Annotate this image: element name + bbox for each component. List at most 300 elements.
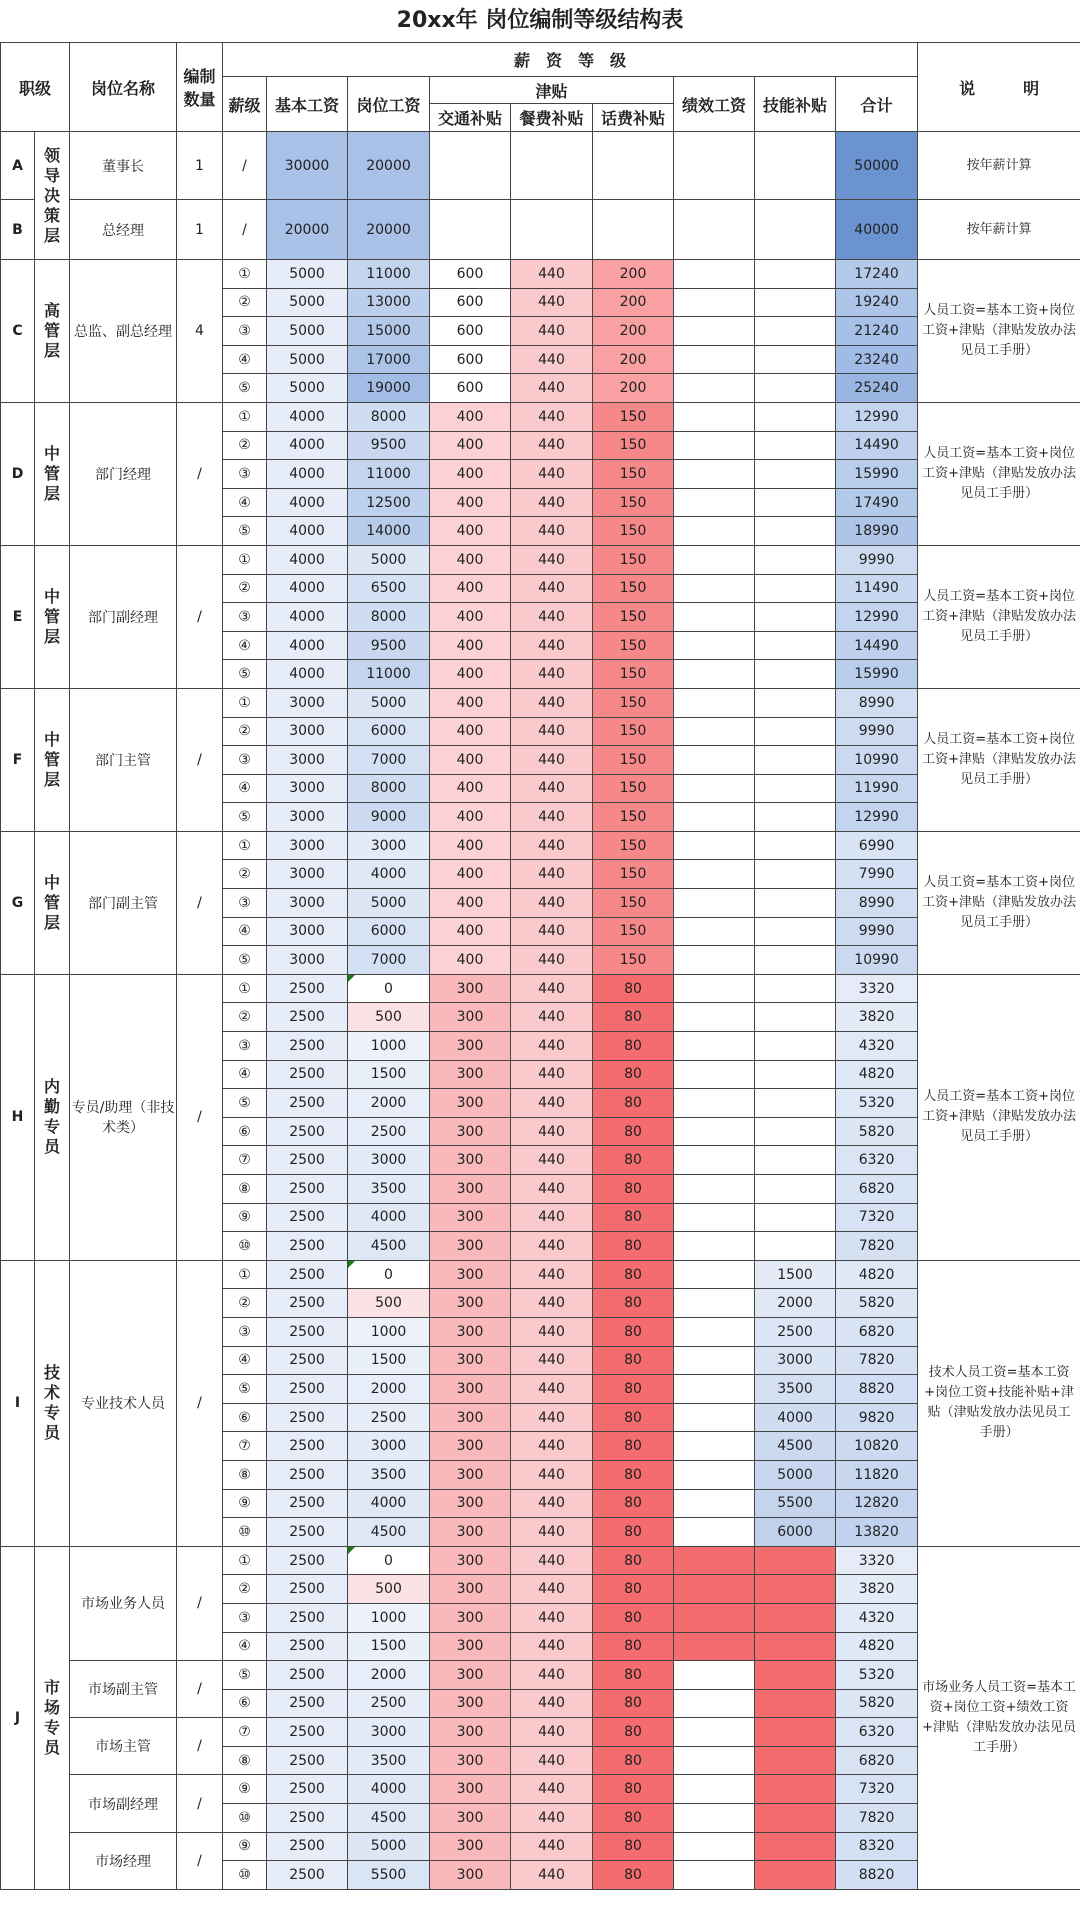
skill-allowance bbox=[755, 132, 836, 200]
meal-allowance: 440 bbox=[511, 317, 593, 346]
phone-allowance: 80 bbox=[593, 1260, 674, 1289]
performance-salary bbox=[674, 1575, 755, 1604]
total-salary: 4320 bbox=[836, 1032, 918, 1061]
salary-level: ② bbox=[223, 860, 267, 889]
phone-allowance: 80 bbox=[593, 1289, 674, 1318]
meal-allowance: 440 bbox=[511, 1832, 593, 1861]
transport-allowance: 300 bbox=[430, 1232, 511, 1261]
total-salary: 25240 bbox=[836, 374, 918, 403]
transport-allowance: 300 bbox=[430, 1375, 511, 1404]
meal-allowance: 440 bbox=[511, 1718, 593, 1747]
performance-salary bbox=[674, 631, 755, 660]
salary-level: ③ bbox=[223, 317, 267, 346]
post-salary: 9500 bbox=[348, 631, 430, 660]
skill-allowance bbox=[755, 1832, 836, 1861]
grade-code: C bbox=[1, 260, 35, 403]
transport-allowance: 300 bbox=[430, 1175, 511, 1204]
header-headcount: 编制数量 bbox=[177, 43, 223, 132]
phone-allowance: 80 bbox=[593, 1718, 674, 1747]
meal-allowance: 440 bbox=[511, 1346, 593, 1375]
base-salary: 2500 bbox=[267, 1060, 348, 1089]
phone-allowance: 80 bbox=[593, 1746, 674, 1775]
total-salary: 18990 bbox=[836, 517, 918, 546]
skill-allowance: 5500 bbox=[755, 1489, 836, 1518]
total-salary: 11820 bbox=[836, 1460, 918, 1489]
grade-note: 人员工资=基本工资+岗位工资+津贴（津贴发放办法见员工手册） bbox=[918, 688, 1080, 831]
skill-allowance bbox=[755, 1718, 836, 1747]
salary-level: ⑤ bbox=[223, 517, 267, 546]
base-salary: 4000 bbox=[267, 517, 348, 546]
post-salary: 20000 bbox=[348, 200, 430, 260]
skill-allowance bbox=[755, 631, 836, 660]
post-salary: 12500 bbox=[348, 488, 430, 517]
salary-level: ⑤ bbox=[223, 374, 267, 403]
transport-allowance: 400 bbox=[430, 431, 511, 460]
skill-allowance bbox=[755, 1032, 836, 1061]
transport-allowance: 300 bbox=[430, 1546, 511, 1575]
transport-allowance: 400 bbox=[430, 460, 511, 489]
base-salary: 2500 bbox=[267, 1403, 348, 1432]
performance-salary bbox=[674, 488, 755, 517]
position-name: 部门副主管 bbox=[70, 831, 177, 974]
post-salary: 1000 bbox=[348, 1032, 430, 1061]
grade-layer: 中 管 层 bbox=[35, 831, 70, 974]
phone-allowance: 80 bbox=[593, 1175, 674, 1204]
performance-salary bbox=[674, 545, 755, 574]
total-salary: 17490 bbox=[836, 488, 918, 517]
skill-allowance bbox=[755, 1746, 836, 1775]
phone-allowance: 80 bbox=[593, 1317, 674, 1346]
post-salary: 3000 bbox=[348, 1718, 430, 1747]
table-row bbox=[1, 831, 1080, 860]
skill-allowance bbox=[755, 1804, 836, 1833]
meal-allowance: 440 bbox=[511, 574, 593, 603]
meal-allowance: 440 bbox=[511, 1146, 593, 1175]
total-salary: 8320 bbox=[836, 1832, 918, 1861]
meal-allowance: 440 bbox=[511, 431, 593, 460]
salary-level: ③ bbox=[223, 1603, 267, 1632]
performance-salary bbox=[674, 317, 755, 346]
meal-allowance: 440 bbox=[511, 260, 593, 289]
meal-allowance: 440 bbox=[511, 1317, 593, 1346]
performance-salary bbox=[674, 1232, 755, 1261]
total-salary: 8820 bbox=[836, 1375, 918, 1404]
performance-salary bbox=[674, 1518, 755, 1547]
total-salary: 12820 bbox=[836, 1489, 918, 1518]
skill-allowance: 4500 bbox=[755, 1432, 836, 1461]
transport-allowance: 300 bbox=[430, 1575, 511, 1604]
salary-level: ⑧ bbox=[223, 1175, 267, 1204]
performance-salary bbox=[674, 1632, 755, 1661]
post-salary: 5000 bbox=[348, 545, 430, 574]
salary-level: ⑩ bbox=[223, 1518, 267, 1547]
phone-allowance: 150 bbox=[593, 460, 674, 489]
post-salary: 9000 bbox=[348, 803, 430, 832]
transport-allowance: 300 bbox=[430, 1089, 511, 1118]
performance-salary bbox=[674, 517, 755, 546]
salary-level: ② bbox=[223, 1575, 267, 1604]
phone-allowance: 150 bbox=[593, 803, 674, 832]
skill-allowance: 2000 bbox=[755, 1289, 836, 1318]
base-salary: 2500 bbox=[267, 1804, 348, 1833]
skill-allowance bbox=[755, 774, 836, 803]
transport-allowance: 300 bbox=[430, 1260, 511, 1289]
phone-allowance: 150 bbox=[593, 574, 674, 603]
base-salary: 2500 bbox=[267, 1203, 348, 1232]
transport-allowance: 300 bbox=[430, 1460, 511, 1489]
phone-allowance: 150 bbox=[593, 603, 674, 632]
performance-salary bbox=[674, 1804, 755, 1833]
transport-allowance: 600 bbox=[430, 317, 511, 346]
meal-allowance: 440 bbox=[511, 603, 593, 632]
performance-salary bbox=[674, 917, 755, 946]
grade-note: 市场业务人员工资=基本工资+岗位工资+绩效工资+津贴（津贴发放办法见员工手册） bbox=[918, 1546, 1080, 1889]
base-salary: 2500 bbox=[267, 1260, 348, 1289]
salary-level: ② bbox=[223, 1003, 267, 1032]
salary-level: ⑦ bbox=[223, 1718, 267, 1747]
performance-salary bbox=[674, 431, 755, 460]
headcount: / bbox=[177, 1546, 223, 1660]
headcount: / bbox=[177, 402, 223, 545]
total-salary: 10990 bbox=[836, 946, 918, 975]
position-name: 部门副经理 bbox=[70, 545, 177, 688]
post-salary: 17000 bbox=[348, 345, 430, 374]
salary-level: ⑩ bbox=[223, 1232, 267, 1261]
skill-allowance bbox=[755, 603, 836, 632]
salary-level: ⑥ bbox=[223, 1117, 267, 1146]
phone-allowance: 80 bbox=[593, 1518, 674, 1547]
phone-allowance: 80 bbox=[593, 1546, 674, 1575]
header-performance: 绩效工资 bbox=[674, 77, 755, 132]
transport-allowance bbox=[430, 132, 511, 200]
transport-allowance: 300 bbox=[430, 1032, 511, 1061]
base-salary: 2500 bbox=[267, 1375, 348, 1404]
base-salary: 5000 bbox=[267, 345, 348, 374]
base-salary: 3000 bbox=[267, 831, 348, 860]
meal-allowance: 440 bbox=[511, 774, 593, 803]
total-salary: 11990 bbox=[836, 774, 918, 803]
base-salary: 2500 bbox=[267, 1175, 348, 1204]
phone-allowance: 80 bbox=[593, 1003, 674, 1032]
performance-salary bbox=[674, 1832, 755, 1861]
base-salary: 3000 bbox=[267, 860, 348, 889]
phone-allowance: 80 bbox=[593, 1832, 674, 1861]
post-salary: 4000 bbox=[348, 1489, 430, 1518]
total-salary: 15990 bbox=[836, 460, 918, 489]
skill-allowance: 3000 bbox=[755, 1346, 836, 1375]
meal-allowance: 440 bbox=[511, 545, 593, 574]
skill-allowance bbox=[755, 488, 836, 517]
post-salary: 11000 bbox=[348, 260, 430, 289]
transport-allowance: 600 bbox=[430, 345, 511, 374]
header-transport: 交通补贴 bbox=[430, 104, 511, 132]
post-salary: 15000 bbox=[348, 317, 430, 346]
headcount: / bbox=[177, 1661, 223, 1718]
grade-layer: 技 术 专 员 bbox=[35, 1260, 70, 1546]
skill-allowance bbox=[755, 860, 836, 889]
base-salary: 4000 bbox=[267, 660, 348, 689]
post-salary: 4500 bbox=[348, 1518, 430, 1547]
performance-salary bbox=[674, 1260, 755, 1289]
performance-salary bbox=[674, 1146, 755, 1175]
phone-allowance: 80 bbox=[593, 1346, 674, 1375]
transport-allowance: 400 bbox=[430, 946, 511, 975]
meal-allowance: 440 bbox=[511, 1575, 593, 1604]
transport-allowance: 400 bbox=[430, 545, 511, 574]
transport-allowance: 300 bbox=[430, 1432, 511, 1461]
total-salary: 14490 bbox=[836, 631, 918, 660]
post-salary: 1500 bbox=[348, 1060, 430, 1089]
post-salary: 9500 bbox=[348, 431, 430, 460]
transport-allowance: 400 bbox=[430, 803, 511, 832]
post-salary: 3500 bbox=[348, 1175, 430, 1204]
phone-allowance: 80 bbox=[593, 1804, 674, 1833]
skill-allowance: 6000 bbox=[755, 1518, 836, 1547]
meal-allowance: 440 bbox=[511, 1546, 593, 1575]
transport-allowance: 400 bbox=[430, 517, 511, 546]
post-salary: 11000 bbox=[348, 660, 430, 689]
base-salary: 2500 bbox=[267, 1289, 348, 1318]
skill-allowance bbox=[755, 889, 836, 918]
skill-allowance bbox=[755, 660, 836, 689]
position-name: 部门经理 bbox=[70, 402, 177, 545]
base-salary: 2500 bbox=[267, 1518, 348, 1547]
salary-level: ⑥ bbox=[223, 1689, 267, 1718]
position-name: 市场经理 bbox=[70, 1832, 177, 1889]
transport-allowance: 400 bbox=[430, 889, 511, 918]
transport-allowance: 400 bbox=[430, 631, 511, 660]
meal-allowance: 440 bbox=[511, 1403, 593, 1432]
performance-salary bbox=[674, 1289, 755, 1318]
phone-allowance: 150 bbox=[593, 631, 674, 660]
base-salary: 2500 bbox=[267, 1089, 348, 1118]
phone-allowance: 80 bbox=[593, 1146, 674, 1175]
table-row bbox=[1, 688, 1080, 717]
total-salary: 5320 bbox=[836, 1089, 918, 1118]
post-salary: 4000 bbox=[348, 1203, 430, 1232]
salary-level: ② bbox=[223, 288, 267, 317]
performance-salary bbox=[674, 260, 755, 289]
total-salary: 6320 bbox=[836, 1146, 918, 1175]
base-salary: 3000 bbox=[267, 746, 348, 775]
position-name: 专员/助理（非技术类） bbox=[70, 974, 177, 1260]
meal-allowance: 440 bbox=[511, 1746, 593, 1775]
meal-allowance: 440 bbox=[511, 1089, 593, 1118]
meal-allowance: 440 bbox=[511, 1632, 593, 1661]
salary-level: ⑦ bbox=[223, 1146, 267, 1175]
phone-allowance: 150 bbox=[593, 488, 674, 517]
performance-salary bbox=[674, 1489, 755, 1518]
meal-allowance: 440 bbox=[511, 831, 593, 860]
transport-allowance: 300 bbox=[430, 1861, 511, 1890]
performance-salary bbox=[674, 1718, 755, 1747]
base-salary: 4000 bbox=[267, 603, 348, 632]
salary-level: ② bbox=[223, 1289, 267, 1318]
phone-allowance: 150 bbox=[593, 774, 674, 803]
phone-allowance: 80 bbox=[593, 1203, 674, 1232]
header-salary-level: 薪 资 等 级 bbox=[223, 43, 918, 77]
skill-allowance bbox=[755, 688, 836, 717]
salary-level: ② bbox=[223, 717, 267, 746]
position-name: 市场业务人员 bbox=[70, 1546, 177, 1660]
base-salary: 2500 bbox=[267, 1146, 348, 1175]
phone-allowance: 200 bbox=[593, 345, 674, 374]
skill-allowance bbox=[755, 974, 836, 1003]
headcount: / bbox=[177, 688, 223, 831]
phone-allowance: 80 bbox=[593, 1403, 674, 1432]
skill-allowance bbox=[755, 1203, 836, 1232]
salary-level: ⑤ bbox=[223, 946, 267, 975]
performance-salary bbox=[674, 402, 755, 431]
grade-note: 人员工资=基本工资+岗位工资+津贴（津贴发放办法见员工手册） bbox=[918, 974, 1080, 1260]
grade-layer: 中 管 层 bbox=[35, 688, 70, 831]
base-salary: 2500 bbox=[267, 1317, 348, 1346]
post-salary: 0 bbox=[348, 1260, 430, 1289]
performance-salary bbox=[674, 1661, 755, 1690]
phone-allowance: 150 bbox=[593, 860, 674, 889]
transport-allowance: 600 bbox=[430, 260, 511, 289]
base-salary: 3000 bbox=[267, 803, 348, 832]
transport-allowance: 300 bbox=[430, 1832, 511, 1861]
post-salary: 8000 bbox=[348, 774, 430, 803]
base-salary: 3000 bbox=[267, 946, 348, 975]
post-salary: 5000 bbox=[348, 1832, 430, 1861]
grade-code: G bbox=[1, 831, 35, 974]
transport-allowance: 300 bbox=[430, 1146, 511, 1175]
base-salary: 3000 bbox=[267, 774, 348, 803]
meal-allowance: 440 bbox=[511, 974, 593, 1003]
phone-allowance: 80 bbox=[593, 1632, 674, 1661]
position-name: 市场主管 bbox=[70, 1718, 177, 1775]
skill-allowance bbox=[755, 1775, 836, 1804]
performance-salary bbox=[674, 889, 755, 918]
meal-allowance: 440 bbox=[511, 460, 593, 489]
post-salary: 19000 bbox=[348, 374, 430, 403]
performance-salary bbox=[674, 688, 755, 717]
post-salary: 3000 bbox=[348, 1146, 430, 1175]
headcount: / bbox=[177, 974, 223, 1260]
post-salary: 3000 bbox=[348, 1432, 430, 1461]
salary-level: ⑨ bbox=[223, 1832, 267, 1861]
meal-allowance: 440 bbox=[511, 917, 593, 946]
phone-allowance: 80 bbox=[593, 1375, 674, 1404]
transport-allowance: 300 bbox=[430, 1203, 511, 1232]
meal-allowance: 440 bbox=[511, 1032, 593, 1061]
headcount: / bbox=[177, 1718, 223, 1775]
position-name: 市场副经理 bbox=[70, 1775, 177, 1832]
table-row bbox=[1, 1260, 1080, 1289]
base-salary: 2500 bbox=[267, 1232, 348, 1261]
meal-allowance: 440 bbox=[511, 803, 593, 832]
total-salary: 9990 bbox=[836, 545, 918, 574]
salary-level: ④ bbox=[223, 1060, 267, 1089]
grade-note: 按年薪计算 bbox=[918, 200, 1080, 260]
meal-allowance: 440 bbox=[511, 288, 593, 317]
transport-allowance: 600 bbox=[430, 374, 511, 403]
total-salary: 6820 bbox=[836, 1746, 918, 1775]
salary-level: ① bbox=[223, 974, 267, 1003]
table-row bbox=[1, 260, 1080, 289]
transport-allowance: 300 bbox=[430, 1489, 511, 1518]
phone-allowance: 80 bbox=[593, 1432, 674, 1461]
salary-level: ③ bbox=[223, 746, 267, 775]
meal-allowance bbox=[511, 200, 593, 260]
base-salary: 2500 bbox=[267, 1861, 348, 1890]
phone-allowance: 80 bbox=[593, 1460, 674, 1489]
transport-allowance bbox=[430, 200, 511, 260]
meal-allowance bbox=[511, 132, 593, 200]
meal-allowance: 440 bbox=[511, 660, 593, 689]
meal-allowance: 440 bbox=[511, 402, 593, 431]
headcount: / bbox=[177, 1775, 223, 1832]
performance-salary bbox=[674, 603, 755, 632]
base-salary: 2500 bbox=[267, 1003, 348, 1032]
salary-level: ⑤ bbox=[223, 803, 267, 832]
skill-allowance bbox=[755, 1661, 836, 1690]
post-salary: 2000 bbox=[348, 1661, 430, 1690]
position-name: 总监、副总经理 bbox=[70, 260, 177, 403]
skill-allowance bbox=[755, 1232, 836, 1261]
performance-salary bbox=[674, 1546, 755, 1575]
skill-allowance bbox=[755, 1117, 836, 1146]
total-salary: 5820 bbox=[836, 1689, 918, 1718]
post-salary: 7000 bbox=[348, 946, 430, 975]
performance-salary bbox=[674, 1403, 755, 1432]
skill-allowance bbox=[755, 431, 836, 460]
transport-allowance: 300 bbox=[430, 1003, 511, 1032]
total-salary: 11490 bbox=[836, 574, 918, 603]
base-salary: 2500 bbox=[267, 1661, 348, 1690]
salary-level: ③ bbox=[223, 603, 267, 632]
salary-level: ⑩ bbox=[223, 1861, 267, 1890]
post-salary: 5000 bbox=[348, 688, 430, 717]
meal-allowance: 440 bbox=[511, 1804, 593, 1833]
skill-allowance: 2500 bbox=[755, 1317, 836, 1346]
header-position: 岗位名称 bbox=[70, 43, 177, 132]
skill-allowance bbox=[755, 200, 836, 260]
page-title: 20xx年 岗位编制等级结构表 bbox=[396, 8, 684, 33]
performance-salary bbox=[674, 746, 755, 775]
performance-salary bbox=[674, 946, 755, 975]
meal-allowance: 440 bbox=[511, 1518, 593, 1547]
header-phone: 话费补贴 bbox=[593, 104, 674, 132]
salary-level: ⑤ bbox=[223, 1089, 267, 1118]
table-row bbox=[1, 402, 1080, 431]
post-salary: 500 bbox=[348, 1289, 430, 1318]
meal-allowance: 440 bbox=[511, 860, 593, 889]
base-salary: 2500 bbox=[267, 1460, 348, 1489]
total-salary: 4820 bbox=[836, 1260, 918, 1289]
total-salary: 10820 bbox=[836, 1432, 918, 1461]
base-salary: 4000 bbox=[267, 631, 348, 660]
total-salary: 4320 bbox=[836, 1603, 918, 1632]
total-salary: 17240 bbox=[836, 260, 918, 289]
transport-allowance: 400 bbox=[430, 660, 511, 689]
grade-note: 人员工资=基本工资+岗位工资+津贴（津贴发放办法见员工手册） bbox=[918, 402, 1080, 545]
base-salary: 20000 bbox=[267, 200, 348, 260]
performance-salary bbox=[674, 574, 755, 603]
phone-allowance: 150 bbox=[593, 517, 674, 546]
post-salary: 4000 bbox=[348, 1775, 430, 1804]
transport-allowance: 400 bbox=[430, 746, 511, 775]
position-name: 总经理 bbox=[70, 200, 177, 260]
performance-salary bbox=[674, 1432, 755, 1461]
transport-allowance: 300 bbox=[430, 1804, 511, 1833]
meal-allowance: 440 bbox=[511, 1432, 593, 1461]
performance-salary bbox=[674, 1203, 755, 1232]
base-salary: 3000 bbox=[267, 889, 348, 918]
grade-layer: 中 管 层 bbox=[35, 545, 70, 688]
